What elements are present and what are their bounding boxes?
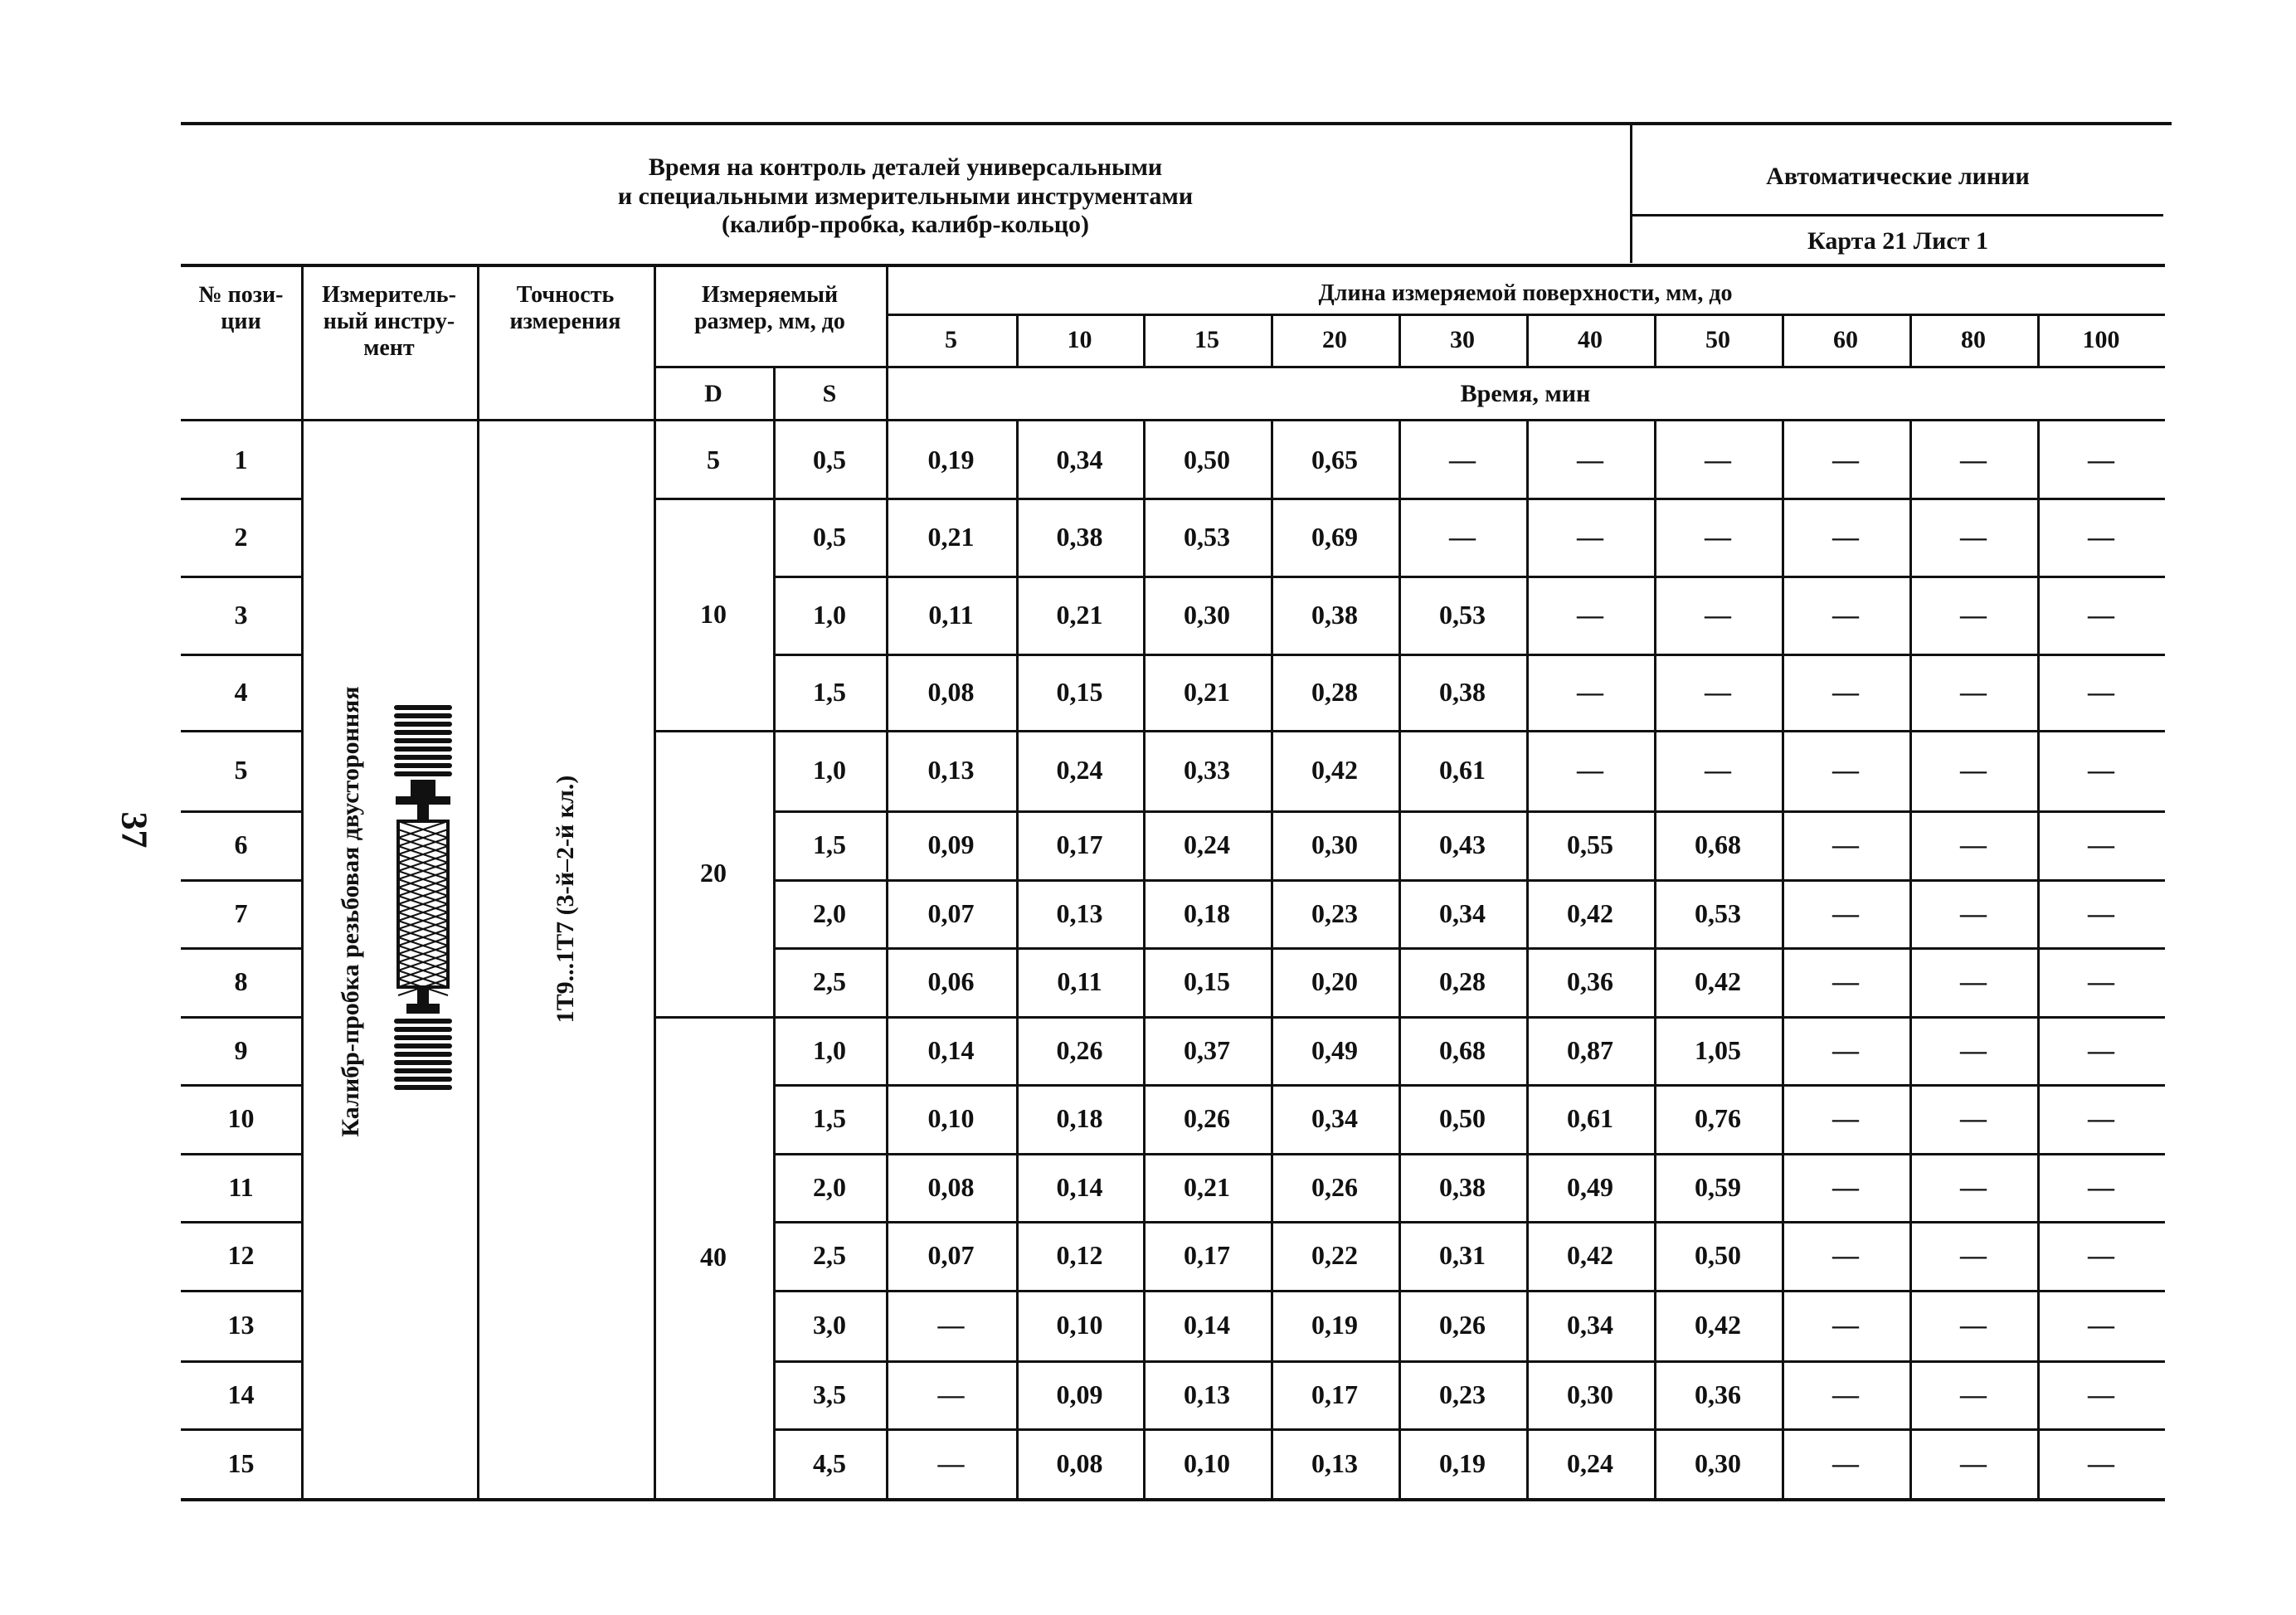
time-cell: — xyxy=(1705,599,1731,630)
time-cell: — xyxy=(1832,1103,1859,1133)
header-title-line2: и специальными измерительными инструментами xyxy=(617,182,1194,210)
row-s-value: 4,5 xyxy=(813,1447,846,1478)
time-cell: — xyxy=(1832,1171,1859,1202)
time-cell: 0,42 xyxy=(1567,1240,1613,1270)
time-cell: 0,24 xyxy=(1567,1447,1613,1478)
time-cell: — xyxy=(2088,1240,2114,1270)
time-cell: — xyxy=(1960,829,1987,859)
time-cell: 0,38 xyxy=(1311,599,1358,630)
time-cell: 0,09 xyxy=(1056,1379,1103,1409)
time-cell: — xyxy=(1832,1034,1859,1065)
time-cell: 0,49 xyxy=(1567,1171,1613,1202)
length-value-60: 60 xyxy=(1833,325,1858,353)
length-value-40: 40 xyxy=(1578,325,1603,353)
time-cell: 0,15 xyxy=(1056,676,1103,707)
row-s-value: 1,5 xyxy=(813,1103,846,1133)
time-cell: 0,08 xyxy=(927,676,975,707)
time-cell: 0,09 xyxy=(927,829,975,859)
time-cell: 0,42 xyxy=(1311,755,1358,785)
time-cell: 0,30 xyxy=(1695,1447,1741,1478)
time-cell: — xyxy=(1960,1447,1987,1478)
time-cell: 0,17 xyxy=(1311,1379,1358,1409)
time-cell: — xyxy=(2088,1310,2114,1340)
page-number: 37 xyxy=(114,811,155,849)
time-cell: 0,17 xyxy=(1056,829,1103,859)
time-cell: 0,20 xyxy=(1311,966,1358,996)
time-cell: — xyxy=(2088,1447,2114,1478)
time-cell: — xyxy=(2088,966,2114,996)
row-s-value: 1,5 xyxy=(813,676,846,707)
time-cell: 0,14 xyxy=(927,1034,975,1065)
time-cell: — xyxy=(1577,521,1603,552)
d-group-value: 40 xyxy=(700,1242,727,1272)
time-cell: 0,21 xyxy=(1184,1171,1230,1202)
row-position: 7 xyxy=(234,897,248,928)
time-cell: 0,24 xyxy=(1056,755,1103,785)
time-cell: 0,18 xyxy=(1056,1103,1103,1133)
column-rule xyxy=(477,264,479,1498)
table-bottom-rule xyxy=(181,1498,2165,1501)
time-cell: 0,43 xyxy=(1439,829,1486,859)
time-cell: 0,08 xyxy=(1056,1447,1103,1478)
time-cell: — xyxy=(1960,444,1987,474)
d-group-value: 10 xyxy=(700,598,727,629)
time-cell: 0,59 xyxy=(1695,1171,1741,1202)
time-cell: 0,12 xyxy=(1056,1240,1103,1270)
header-title-line1: Время на контроль деталей универсальными xyxy=(648,153,1163,181)
instrument-name: Калибр-пробка резьбовая двусторонняя xyxy=(337,686,364,1137)
row-s-value: 1,0 xyxy=(813,1034,846,1065)
time-cell: 0,50 xyxy=(1184,444,1230,474)
time-cell: — xyxy=(1960,1103,1987,1133)
time-cell: 0,15 xyxy=(1184,966,1230,996)
time-cell: 0,19 xyxy=(1311,1310,1358,1340)
col-size-header xyxy=(654,282,886,335)
time-cell: 0,22 xyxy=(1311,1240,1358,1270)
col-instrument-header xyxy=(301,282,477,362)
time-cell: 0,28 xyxy=(1311,676,1358,707)
time-cell: — xyxy=(1832,521,1859,552)
time-cell: 0,53 xyxy=(1439,599,1486,630)
time-cell: 0,68 xyxy=(1439,1034,1486,1065)
time-cell: 0,21 xyxy=(1184,676,1230,707)
time-cell: — xyxy=(937,1310,965,1340)
col-accuracy-header-line2: измерения xyxy=(509,309,621,335)
time-cell: — xyxy=(1705,676,1731,707)
top-rule xyxy=(181,122,2172,125)
time-cell: 0,36 xyxy=(1567,966,1613,996)
row-s-value: 1,0 xyxy=(813,599,846,630)
time-cell: — xyxy=(1960,966,1987,996)
row-s-value: 2,0 xyxy=(813,1171,846,1202)
time-cell: — xyxy=(1832,599,1859,630)
time-cell: 0,21 xyxy=(1056,599,1103,630)
time-cell: — xyxy=(1832,897,1859,928)
length-value-20: 20 xyxy=(1322,325,1347,353)
time-cell: — xyxy=(2088,444,2114,474)
time-cell: 0,13 xyxy=(1184,1379,1230,1409)
time-cell: — xyxy=(1960,1034,1987,1065)
length-value-15: 15 xyxy=(1194,325,1219,353)
time-cell: 0,19 xyxy=(1439,1447,1486,1478)
row-s-value: 3,5 xyxy=(813,1379,846,1409)
time-cell: 0,38 xyxy=(1439,676,1486,707)
time-cell: 0,69 xyxy=(1311,521,1358,552)
column-rule xyxy=(301,264,304,1498)
time-cell: — xyxy=(1832,1240,1859,1270)
time-cell: 0,21 xyxy=(927,521,975,552)
time-cell: — xyxy=(1960,897,1987,928)
time-cell: — xyxy=(2088,897,2114,928)
length-value-5: 5 xyxy=(945,325,957,353)
time-cell: — xyxy=(1705,521,1731,552)
row-s-value: 1,0 xyxy=(813,755,846,785)
header-card: Карта 21 Лист 1 xyxy=(1807,227,1988,255)
col-s-header: S xyxy=(822,379,837,407)
time-cell: 0,76 xyxy=(1695,1103,1741,1133)
time-cell: 0,10 xyxy=(1056,1310,1103,1340)
time-cell: — xyxy=(1960,676,1987,707)
time-cell: — xyxy=(2088,755,2114,785)
time-cell: 0,34 xyxy=(1311,1103,1358,1133)
row-position: 12 xyxy=(227,1240,255,1270)
time-cell: — xyxy=(1832,444,1859,474)
row-s-value: 0,5 xyxy=(813,444,846,474)
time-cell: 0,19 xyxy=(927,444,975,474)
row-position: 9 xyxy=(234,1034,248,1065)
row-position: 10 xyxy=(227,1103,255,1133)
time-cell: 0,26 xyxy=(1311,1171,1358,1202)
col-size-header-line1: Измеряемый xyxy=(701,282,839,308)
d-group-value: 5 xyxy=(707,444,720,474)
time-cell: — xyxy=(1960,521,1987,552)
row-s-value: 2,0 xyxy=(813,897,846,928)
time-cell: 0,61 xyxy=(1567,1103,1613,1133)
time-cell: — xyxy=(1705,755,1731,785)
row-s-value: 1,5 xyxy=(813,829,846,859)
time-cell: — xyxy=(1960,1379,1987,1409)
row-position: 1 xyxy=(234,444,248,474)
time-cell: 0,11 xyxy=(928,599,974,630)
time-cell: — xyxy=(2088,676,2114,707)
time-cell: 0,26 xyxy=(1056,1034,1103,1065)
time-cell: — xyxy=(1832,676,1859,707)
row-position: 2 xyxy=(234,521,248,552)
time-cell: 0,49 xyxy=(1311,1034,1358,1065)
row-position: 8 xyxy=(234,966,248,996)
time-cell: 0,30 xyxy=(1311,829,1358,859)
time-cell: 0,07 xyxy=(927,897,975,928)
time-cell: 0,36 xyxy=(1695,1379,1741,1409)
col-d-header: D xyxy=(704,379,722,407)
time-cell: 0,68 xyxy=(1695,829,1741,859)
time-cell: 0,23 xyxy=(1311,897,1358,928)
header-title-line3: (калибр-пробка, калибр-кольцо) xyxy=(721,211,1090,238)
time-cell: 0,50 xyxy=(1695,1240,1741,1270)
time-cell: 0,38 xyxy=(1439,1171,1486,1202)
time-cell: — xyxy=(1832,755,1859,785)
time-cell: 0,65 xyxy=(1311,444,1358,474)
time-cell: — xyxy=(2088,1171,2114,1202)
col-accuracy-header xyxy=(477,282,654,335)
row-position: 3 xyxy=(234,599,248,630)
time-cell: 0,26 xyxy=(1439,1310,1486,1340)
time-cell: 0,42 xyxy=(1695,1310,1741,1340)
col-time-header: Время, мин xyxy=(1460,379,1591,407)
time-cell: — xyxy=(1832,966,1859,996)
row-position: 11 xyxy=(228,1171,254,1202)
time-cell: — xyxy=(2088,1379,2114,1409)
row-position: 13 xyxy=(227,1310,255,1340)
time-cell: 0,42 xyxy=(1695,966,1741,996)
header-section-rule xyxy=(1632,214,2163,216)
col-accuracy-header-line1: Точность xyxy=(516,282,615,308)
time-cell: 0,30 xyxy=(1184,599,1230,630)
time-cell: 0,13 xyxy=(1056,897,1103,928)
col-position-header xyxy=(181,282,301,335)
time-cell: — xyxy=(1832,1447,1859,1478)
time-cell: 0,53 xyxy=(1695,897,1741,928)
time-cell: 0,18 xyxy=(1184,897,1230,928)
time-cell: 0,33 xyxy=(1184,755,1230,785)
time-cell: — xyxy=(1832,1379,1859,1409)
time-cell: — xyxy=(1577,444,1603,474)
time-cell: 0,53 xyxy=(1184,521,1230,552)
time-cell: — xyxy=(2088,1034,2114,1065)
col-position-header-line1: № пози- xyxy=(198,282,284,308)
row-position: 15 xyxy=(227,1447,255,1478)
col-size-header-line2: размер, мм, до xyxy=(694,309,845,335)
time-cell: 0,07 xyxy=(927,1240,975,1270)
time-cell: 0,31 xyxy=(1439,1240,1486,1270)
time-cell: 0,55 xyxy=(1567,829,1613,859)
header-section: Автоматические линии xyxy=(1766,163,2030,190)
time-cell: — xyxy=(1960,599,1987,630)
time-cell: 0,42 xyxy=(1567,897,1613,928)
col-position-header-line2: ции xyxy=(221,309,261,335)
time-cell: 0,26 xyxy=(1184,1103,1230,1133)
time-cell: 0,87 xyxy=(1567,1034,1613,1065)
time-cell: 0,34 xyxy=(1056,444,1103,474)
time-cell: 0,10 xyxy=(927,1103,975,1133)
row-s-value: 0,5 xyxy=(813,521,846,552)
row-position: 6 xyxy=(234,829,248,859)
time-cell: — xyxy=(2088,1103,2114,1133)
time-cell: — xyxy=(1577,676,1603,707)
length-value-100: 100 xyxy=(2082,325,2120,353)
thread-plug-gauge-icon xyxy=(386,697,460,1095)
length-value-10: 10 xyxy=(1067,325,1092,353)
time-cell: 0,38 xyxy=(1056,521,1103,552)
time-cell: — xyxy=(1960,1240,1987,1270)
col-instrument-header-line2: ный инстру- xyxy=(323,309,455,335)
row-position: 5 xyxy=(234,755,248,785)
time-cell: — xyxy=(1960,755,1987,785)
time-cell: 0,13 xyxy=(1311,1447,1358,1478)
length-value-30: 30 xyxy=(1450,325,1475,353)
time-cell: 0,61 xyxy=(1439,755,1486,785)
time-cell: 0,34 xyxy=(1439,897,1486,928)
time-cell: — xyxy=(937,1447,965,1478)
time-cell: 0,34 xyxy=(1567,1310,1613,1340)
row-position: 14 xyxy=(227,1379,255,1409)
time-cell: — xyxy=(1577,599,1603,630)
row-s-value: 3,0 xyxy=(813,1310,846,1340)
header-title xyxy=(181,153,1630,240)
time-cell: — xyxy=(1449,444,1476,474)
col-length-header: Длина измеряемой поверхности, мм, до xyxy=(1318,280,1733,306)
row-s-value: 2,5 xyxy=(813,1240,846,1270)
time-cell: 0,08 xyxy=(927,1171,975,1202)
time-cell: 0,50 xyxy=(1439,1103,1486,1133)
time-cell: 0,28 xyxy=(1439,966,1486,996)
col-instrument-header-line3: мент xyxy=(363,335,415,362)
time-cell: — xyxy=(1832,1310,1859,1340)
time-cell: 0,37 xyxy=(1184,1034,1230,1065)
time-cell: 0,30 xyxy=(1567,1379,1613,1409)
time-cell: — xyxy=(1960,1310,1987,1340)
time-cell: 0,11 xyxy=(1057,966,1102,996)
time-cell: — xyxy=(2088,521,2114,552)
row-s-value: 2,5 xyxy=(813,966,846,996)
length-value-50: 50 xyxy=(1705,325,1730,353)
time-cell: 0,17 xyxy=(1184,1240,1230,1270)
time-cell: 0,10 xyxy=(1184,1447,1230,1478)
time-cell: 0,13 xyxy=(927,755,975,785)
length-value-80: 80 xyxy=(1961,325,1986,353)
time-cell: — xyxy=(1449,521,1476,552)
time-cell: — xyxy=(1705,444,1731,474)
time-cell: — xyxy=(1832,829,1859,859)
time-cell: — xyxy=(2088,599,2114,630)
d-group-value: 20 xyxy=(700,858,727,888)
time-cell: — xyxy=(937,1379,965,1409)
time-cell: — xyxy=(2088,829,2114,859)
time-cell: 0,23 xyxy=(1439,1379,1486,1409)
accuracy-value: 1Т9...1Т7 (3-й–2-й кл.) xyxy=(551,775,579,1024)
time-cell: 1,05 xyxy=(1695,1034,1741,1065)
time-cell: 0,14 xyxy=(1184,1310,1230,1340)
col-instrument-header-line1: Измеритель- xyxy=(322,282,456,308)
time-cell: — xyxy=(1960,1171,1987,1202)
time-cell: 0,14 xyxy=(1056,1171,1103,1202)
time-cell: 0,06 xyxy=(927,966,975,996)
row-position: 4 xyxy=(234,676,248,707)
time-cell: 0,24 xyxy=(1184,829,1230,859)
time-cell: — xyxy=(1577,755,1603,785)
